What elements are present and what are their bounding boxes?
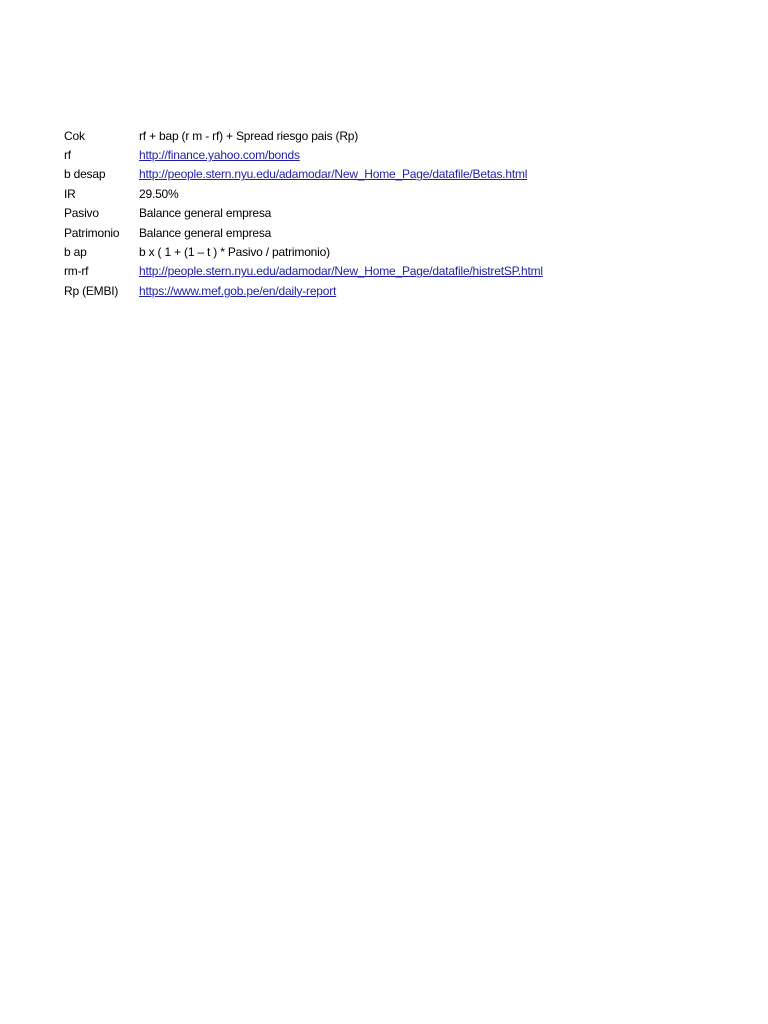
row-value: Balance general empresa: [139, 225, 272, 240]
mef-report-link[interactable]: https://www.mef.gob.pe/en/daily-report: [139, 283, 337, 298]
row-value: rf + bap (r m - rf) + Spread riesgo pais (Rp): [139, 128, 359, 143]
row-cok: [64, 126, 704, 145]
row-label: Patrimonio: [64, 225, 120, 240]
row-b-ap: [64, 242, 704, 261]
row-label: Cok: [64, 128, 85, 143]
row-value: Balance general empresa: [139, 206, 272, 221]
row-value: b x ( 1 + (1 – t ) * Pasivo / patrimonio): [139, 245, 330, 260]
row-rf: [64, 145, 704, 164]
row-label: Rp (EMBI): [64, 283, 119, 298]
betas-link[interactable]: http://people.stern.nyu.edu/adamodar/New_Home_Page/datafile/Betas.html: [139, 167, 528, 182]
row-label: b ap: [64, 245, 87, 260]
row-label: rm-rf: [64, 264, 89, 279]
row-rm-rf: [64, 262, 704, 281]
row-patrimonio: [64, 223, 704, 242]
row-label: IR: [64, 186, 76, 201]
row-ir: [64, 184, 704, 203]
spreadsheet-table: [64, 126, 704, 301]
histret-link[interactable]: http://people.stern.nyu.edu/adamodar/New_Home_Page/datafile/histretSP.html: [139, 264, 543, 279]
row-pasivo: [64, 204, 704, 223]
row-label: rf: [64, 148, 71, 163]
rf-link[interactable]: http://finance.yahoo.com/bonds: [139, 148, 300, 163]
row-rp-embi: [64, 281, 704, 300]
row-b-desap: [64, 165, 704, 184]
row-value: 29.50%: [139, 186, 179, 201]
row-label: Pasivo: [64, 206, 99, 221]
row-label: b desap: [64, 167, 106, 182]
